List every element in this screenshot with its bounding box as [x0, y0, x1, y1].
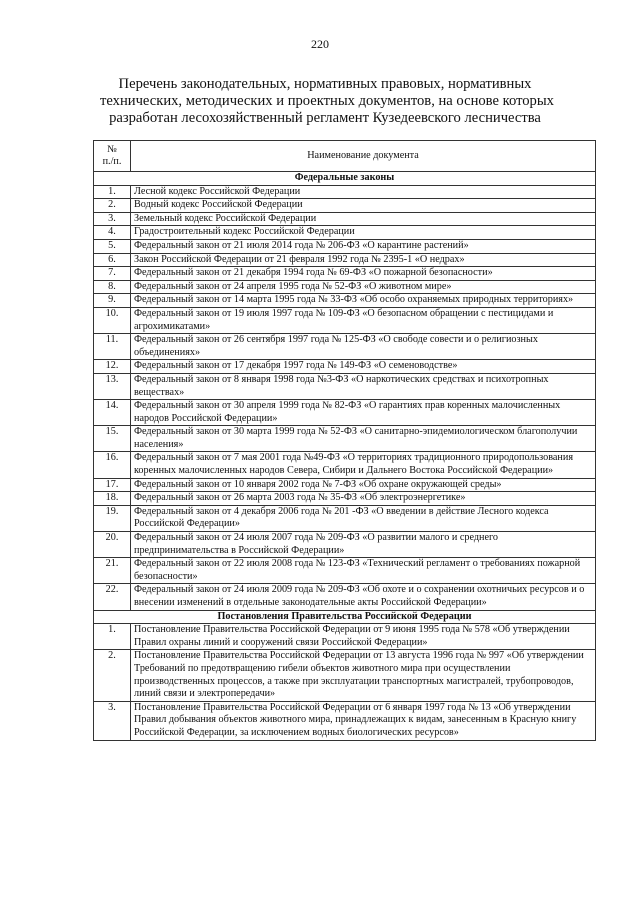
document-name: Федеральный закон от 26 марта 2003 года № 35-ФЗ «Об электроэнергетике»	[131, 492, 596, 506]
row-number: 4.	[94, 226, 131, 240]
row-number: 1.	[94, 185, 131, 199]
document-title-line: Перечень законодательных, нормативных правовых, нормативных	[118, 76, 532, 92]
table-row	[94, 226, 596, 240]
document-name: Федеральный закон от 24 июля 2009 года № 209-ФЗ «Об охоте и о сохранении охотничьих ресурсов и о внесении изменений в отдельные законодательные акты Российской Федерации»	[131, 584, 596, 610]
row-number: 5.	[94, 239, 131, 253]
row-number: 12.	[94, 360, 131, 374]
document-title-line: разработан лесохозяйственный регламент Кузедеевского лесничества	[109, 110, 541, 126]
table-row	[94, 505, 596, 531]
table-row	[94, 360, 596, 374]
table-row	[94, 492, 596, 506]
row-number: 13.	[94, 373, 131, 399]
row-number: 15.	[94, 426, 131, 452]
row-number: 18.	[94, 492, 131, 506]
document-name: Федеральный закон от 14 марта 1995 года № 33-ФЗ «Об особо охраняемых природных территориях»	[131, 294, 596, 308]
document-name: Федеральный закон от 24 апреля 1995 года № 52-ФЗ «О животном мире»	[131, 280, 596, 294]
section-row	[94, 610, 596, 624]
table-row	[94, 307, 596, 333]
document-name: Федеральный закон от 10 января 2002 года № 7-ФЗ «Об охране окружающей среды»	[131, 478, 596, 492]
document-name: Водный кодекс Российской Федерации	[131, 199, 596, 213]
number-column-header	[94, 141, 131, 172]
row-number: 2.	[94, 199, 131, 213]
table-row	[94, 199, 596, 213]
section-row	[94, 172, 596, 186]
row-number: 1.	[94, 624, 131, 650]
document-name: Федеральный закон от 21 июля 2014 года № 206-ФЗ «О карантине растений»	[131, 239, 596, 253]
documents-table	[93, 140, 596, 741]
row-number: 3.	[94, 701, 131, 740]
section-title: Постановления Правительства Российской Федерации	[94, 610, 596, 624]
document-name: Постановление Правительства Российской Федерации от 13 августа 1996 года № 997 «Об утверждении Требований по предотвращению гибели объектов животного мира при осуществлении производственных процессов, а также при эксплуатации транспортных магистралей, трубопроводов, линий связи и электропередачи»	[131, 650, 596, 701]
page-number: 220	[311, 37, 329, 51]
row-number: 19.	[94, 505, 131, 531]
row-number: 20.	[94, 532, 131, 558]
row-number: 16.	[94, 452, 131, 478]
document-title-line: технических, методических и проектных документов, на основе которых	[100, 93, 554, 109]
document-title	[100, 76, 554, 127]
table-row	[94, 478, 596, 492]
document-name: Федеральный закон от 4 декабря 2006 года № 201 -ФЗ «О введении в действие Лесного кодекса Российской Федерации»	[131, 505, 596, 531]
table-row	[94, 400, 596, 426]
row-number: 17.	[94, 478, 131, 492]
document-name: Федеральный закон от 26 сентября 1997 года № 125-ФЗ «О свободе совести и о религиозных объединениях»	[131, 334, 596, 360]
number-header-line: №	[107, 144, 117, 155]
document-name: Градостроительный кодекс Российской Федерации	[131, 226, 596, 240]
document-name: Федеральный закон от 21 декабря 1994 года № 69-ФЗ «О пожарной безопасности»	[131, 267, 596, 281]
table-row	[94, 426, 596, 452]
table-row	[94, 253, 596, 267]
row-number: 10.	[94, 307, 131, 333]
table-row	[94, 584, 596, 610]
table-row	[94, 532, 596, 558]
section-title: Федеральные законы	[94, 172, 596, 186]
table-row	[94, 701, 596, 740]
row-number: 8.	[94, 280, 131, 294]
row-number: 3.	[94, 212, 131, 226]
table-row	[94, 280, 596, 294]
table-header-row	[94, 141, 596, 172]
table-body	[94, 172, 596, 741]
row-number: 14.	[94, 400, 131, 426]
document-name: Федеральный закон от 17 декабря 1997 года № 149-ФЗ «О семеноводстве»	[131, 360, 596, 374]
document-name: Постановление Правительства Российской Федерации от 6 января 1997 года № 13 «Об утверждении Правил добывания объектов животного мира, принадлежащих к видам, занесенным в Красную книгу Российской Федерации, за исключением водных биологических ресурсов»	[131, 701, 596, 740]
table-row	[94, 185, 596, 199]
document-name: Федеральный закон от 24 июля 2007 года № 209-ФЗ «О развитии малого и среднего предпринимательства в Российской Федерации»	[131, 532, 596, 558]
row-number: 22.	[94, 584, 131, 610]
document-name: Лесной кодекс Российской Федерации	[131, 185, 596, 199]
row-number: 11.	[94, 334, 131, 360]
table-row	[94, 294, 596, 308]
table-row	[94, 239, 596, 253]
table-row	[94, 373, 596, 399]
row-number: 6.	[94, 253, 131, 267]
table-row	[94, 624, 596, 650]
table-row	[94, 452, 596, 478]
document-name: Федеральный закон от 8 января 1998 года №3-ФЗ «О наркотических средствах и психотропных веществах»	[131, 373, 596, 399]
row-number: 21.	[94, 558, 131, 584]
row-number: 9.	[94, 294, 131, 308]
document-name: Закон Российской Федерации от 21 февраля 1992 года № 2395-1 «О недрах»	[131, 253, 596, 267]
document-name: Федеральный закон от 30 марта 1999 года № 52-ФЗ «О санитарно-эпидемиологическом благополучии населения»	[131, 426, 596, 452]
row-number: 7.	[94, 267, 131, 281]
table-row	[94, 650, 596, 701]
document-name: Земельный кодекс Российской Федерации	[131, 212, 596, 226]
table-row	[94, 267, 596, 281]
document-name: Федеральный закон от 7 мая 2001 года №49-ФЗ «О территориях традиционного природопользования коренных малочисленных народов Севера, Сибири и Дальнего Востока Российской Федерации»	[131, 452, 596, 478]
name-column-header: Наименование документа	[131, 141, 596, 172]
table-row	[94, 334, 596, 360]
number-header-line: п./п.	[102, 156, 122, 167]
document-name: Постановление Правительства Российской Федерации от 9 июня 1995 года № 578 «Об утверждении Правил охраны линий и сооружений связи Российской Федерации»	[131, 624, 596, 650]
row-number: 2.	[94, 650, 131, 701]
table-row	[94, 558, 596, 584]
document-name: Федеральный закон от 22 июля 2008 года № 123-ФЗ «Технический регламент о требованиях пожарной безопасности»	[131, 558, 596, 584]
document-name: Федеральный закон от 19 июля 1997 года № 109-ФЗ «О безопасном обращении с пестицидами и агрохимикатами»	[131, 307, 596, 333]
document-name: Федеральный закон от 30 апреля 1999 года № 82-ФЗ «О гарантиях прав коренных малочисленных народов Российской Федерации»	[131, 400, 596, 426]
table-row	[94, 212, 596, 226]
